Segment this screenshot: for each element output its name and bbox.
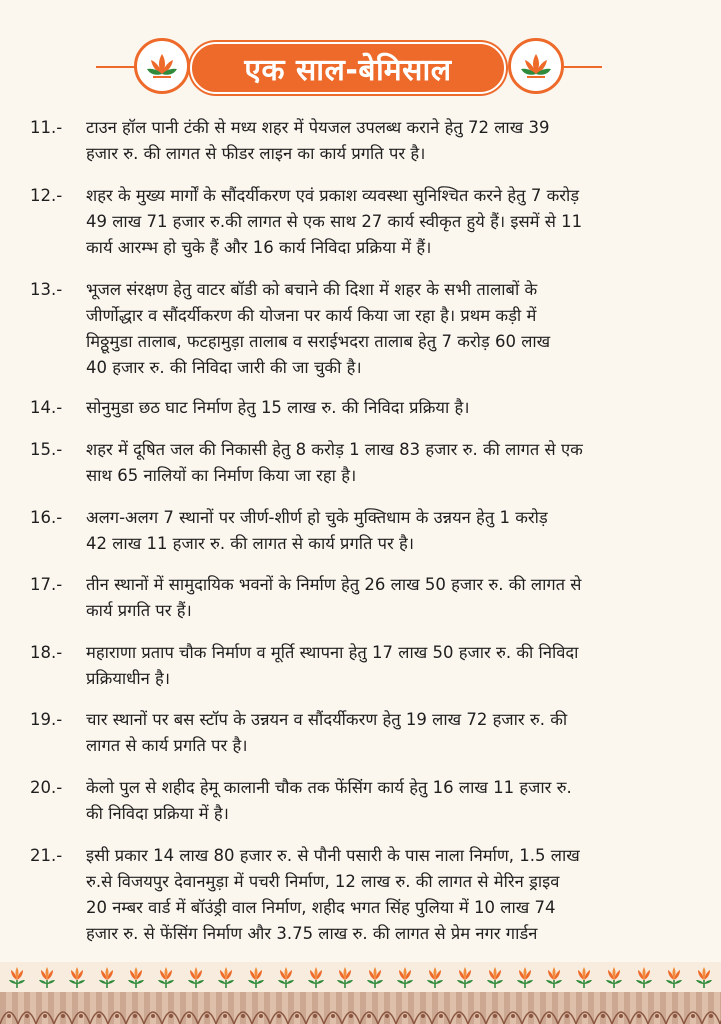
- item-line: कार्य प्रगति पर हैं।: [86, 601, 192, 620]
- marigold-flower-icon: [153, 964, 179, 990]
- marigold-flower-icon: [94, 964, 120, 990]
- item-line: अलग-अलग 7 स्थानों पर जीर्ण-शीर्ण हो चुके मुक्तिधाम के उन्नयन हेतु 1 करोड़: [86, 508, 548, 527]
- marigold-flower-icon: [691, 964, 717, 990]
- item-line: इसी प्रकार 14 लाख 80 हजार रु. से पौनी पसारी के पास नाला निर्माण, 1.5 लाख: [86, 846, 580, 865]
- item-line: 42 लाख 11 हजार रु. की लागत से कार्य प्रगति पर है।: [86, 534, 415, 553]
- item-line: शहर के मुख्य मार्गों के सौंदर्यीकरण एवं प्रकाश व्यवस्था सुनिश्चित करने हेतु 7 करोड़: [86, 186, 580, 205]
- item-line: सोनुमुडा छठ घाट निर्माण हेतु 15 लाख रु. की निविदा प्रक्रिया है।: [86, 398, 470, 417]
- item-line: 20 नम्बर वार्ड में बॉउंड्री वाल निर्माण, शहीद भगत सिंह पुलिया में 10 लाख 74: [86, 898, 556, 917]
- item-line: कार्य आरम्भ हो चुके हैं और 16 कार्य निविदा प्रक्रिया में हैं।: [86, 238, 432, 257]
- footer-arch-pattern: [0, 992, 721, 1024]
- item-line: भूजल संरक्षण हेतु वाटर बॉडी को बचाने की दिशा में शहर के सभी तालाबों के: [86, 280, 538, 299]
- marigold-flower-icon: [213, 964, 239, 990]
- item-number: 12.-: [30, 186, 63, 205]
- lotus-logo-icon: [134, 38, 190, 94]
- header: [0, 36, 721, 100]
- marigold-flower-icon: [571, 964, 597, 990]
- item-line: हजार रु. की लागत से फीडर लाइन का कार्य प्रगति पर है।: [86, 144, 426, 163]
- item-line: प्रक्रियाधीन है।: [86, 669, 171, 688]
- marigold-flower-icon: [631, 964, 657, 990]
- marigold-flower-icon: [482, 964, 508, 990]
- header-rule-right: [562, 66, 602, 68]
- marigold-flower-icon: [661, 964, 687, 990]
- marigold-flower-icon: [392, 964, 418, 990]
- item-number: 16.-: [30, 508, 63, 527]
- item-number: 15.-: [30, 440, 63, 459]
- marigold-flower-icon: [422, 964, 448, 990]
- item-line: जीर्णोद्धार व सौंदर्यीकरण की योजना पर कार्य किया जा रहा है। प्रथम कड़ी में: [86, 306, 537, 325]
- marigold-flower-icon: [303, 964, 329, 990]
- item-line: टाउन हॉल पानी टंकी से मध्य शहर में पेयजल उपलब्ध कराने हेतु 72 लाख 39: [86, 118, 550, 137]
- item-line: की निविदा प्रक्रिया में है।: [86, 804, 229, 823]
- item-line: महाराणा प्रताप चौक निर्माण व मूर्ति स्थापना हेतु 17 लाख 50 हजार रु. की निविदा: [86, 643, 579, 662]
- item-line: मिठ्ठूमुडा तालाब, फटहामुड़ा तालाब व सराईभदरा तालाब हेतु 7 करोड़ 60 लाख: [86, 332, 551, 351]
- marigold-flower-icon: [34, 964, 60, 990]
- item-line: रु.से विजयपुर देवानमुड़ा में पचरी निर्माण, 12 लाख रु. की लागत से मेरिन ड्राइव: [86, 872, 560, 891]
- marigold-flower-icon: [123, 964, 149, 990]
- item-number: 14.-: [30, 398, 63, 417]
- header-rule-left: [96, 66, 136, 68]
- item-line: लागत से कार्य प्रगति पर है।: [86, 736, 248, 755]
- item-number: 19.-: [30, 710, 63, 729]
- item-number: 20.-: [30, 778, 63, 797]
- marigold-flower-icon: [4, 964, 30, 990]
- marigold-flower-icon: [64, 964, 90, 990]
- page-title: एक साल-बेमिसाल: [190, 42, 506, 94]
- item-number: 18.-: [30, 643, 63, 662]
- marigold-flower-icon: [452, 964, 478, 990]
- item-number: 11.-: [30, 118, 63, 137]
- item-line: 49 लाख 71 हजार रु.की लागत से एक साथ 27 कार्य स्वीकृत हुये हैं। इसमें से 11: [86, 212, 583, 231]
- lotus-logo-icon: [508, 38, 564, 94]
- item-line: हजार रु. से फेंसिंग निर्माण और 3.75 लाख रु. की लागत से प्रेम नगर गार्डन: [86, 924, 538, 943]
- marigold-flower-icon: [362, 964, 388, 990]
- marigold-flower-icon: [541, 964, 567, 990]
- marigold-flower-icon: [273, 964, 299, 990]
- flower-border: [4, 964, 717, 990]
- item-line: शहर में दूषित जल की निकासी हेतु 8 करोड़ 1 लाख 83 हजार रु. की लागत से एक: [86, 440, 583, 459]
- item-number: 17.-: [30, 575, 63, 594]
- item-number: 21.-: [30, 846, 63, 865]
- item-number: 13.-: [30, 280, 63, 299]
- item-line: 40 हजार रु. की निविदा जारी की जा चुकी है।: [86, 358, 362, 377]
- item-line: चार स्थानों पर बस स्टॉप के उन्नयन व सौंदर्यीकरण हेतु 19 लाख 72 हजार रु. की: [86, 710, 568, 729]
- decorative-footer: [0, 962, 721, 1024]
- item-line: साथ 65 नालियों का निर्माण किया जा रहा है।: [86, 466, 357, 485]
- marigold-flower-icon: [183, 964, 209, 990]
- item-line: तीन स्थानों में सामुदायिक भवनों के निर्माण हेतु 26 लाख 50 हजार रु. की लागत से: [86, 575, 582, 594]
- marigold-flower-icon: [332, 964, 358, 990]
- marigold-flower-icon: [243, 964, 269, 990]
- item-line: केलो पुल से शहीद हेमू कालानी चौक तक फेंसिंग कार्य हेतु 16 लाख 11 हजार रु.: [86, 778, 572, 797]
- marigold-flower-icon: [601, 964, 627, 990]
- marigold-flower-icon: [512, 964, 538, 990]
